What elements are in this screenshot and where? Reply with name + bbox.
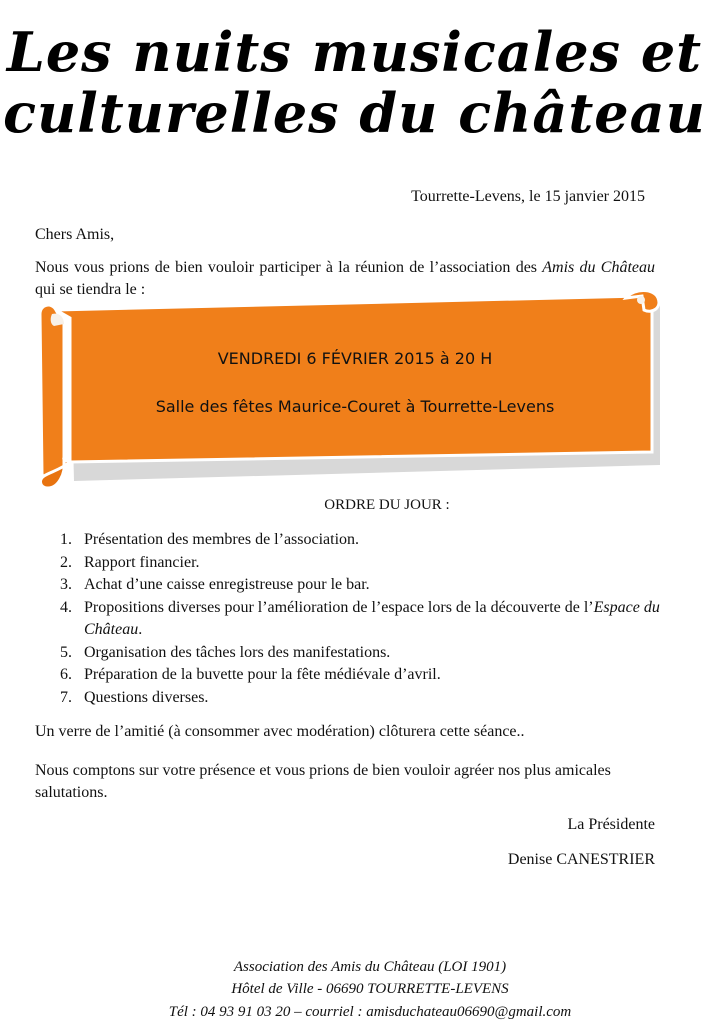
agenda-text: Propositions diverses pour l’amélioration de l’espace lors de la découverte de l’ — [84, 598, 594, 616]
agenda-text: Présentation des membres de l’association. — [84, 531, 360, 548]
footer-address: Hôtel de Ville - 06690 TOURRETTE-LEVENS — [231, 981, 509, 997]
scroll-banner — [30, 284, 668, 494]
agenda-number: 6. — [60, 666, 72, 683]
event-venue: Salle des fêtes Maurice-Couret à Tourrette-Levens — [155, 397, 555, 416]
agenda-item — [60, 529, 660, 552]
agenda-item — [60, 552, 660, 575]
agenda-title: ORDRE DU JOUR : — [324, 497, 450, 513]
agenda-text: Rapport financier. — [84, 553, 200, 571]
agenda-italic: Espace du Château — [84, 598, 660, 638]
agenda-item — [60, 687, 660, 710]
agenda-item — [60, 642, 660, 665]
agenda-number: 2. — [60, 553, 72, 571]
scroll-roll-left — [40, 305, 64, 482]
scroll-body — [56, 296, 652, 462]
agenda-number: 4. — [60, 598, 72, 616]
footer-association: Association des Amis du Château (LOI 1901) — [233, 959, 507, 975]
agenda-text: Achat d’une caisse enregistreuse pour le bar. — [84, 576, 370, 593]
agenda-item — [60, 597, 660, 642]
greeting: Chers Amis, — [35, 226, 115, 243]
footer-contact: Tél : 04 93 91 03 20 – courriel : amisduchateau06690@gmail.com — [168, 1004, 572, 1020]
agenda-number: 5. — [60, 643, 72, 661]
agenda-text: Questions diverses. — [84, 688, 209, 706]
agenda-text: Organisation des tâches lors des manifestations. — [84, 643, 391, 661]
intro-association-name: Amis du Château — [542, 259, 656, 276]
regards-paragraph: Nous comptons sur votre présence et vous prions de bien vouloir agréer nos plus amicales salutations. — [35, 762, 611, 801]
agenda-number: 7. — [60, 688, 72, 706]
agenda-text: Préparation de la buvette pour la fête médiévale d’avril. — [84, 666, 441, 683]
title-line-2: culturelles du château — [3, 81, 706, 145]
title-line-1: Les nuits musicales et — [6, 20, 703, 84]
agenda-text-end: . — [138, 621, 143, 638]
agenda-item — [60, 664, 660, 687]
intro-text-end: qui se tiendra le : — [35, 281, 146, 298]
place-date: Tourrette-Levens, le 15 janvier 2015 — [411, 188, 645, 205]
event-date: VENDREDI 6 FÉVRIER 2015 à 20 H — [217, 349, 493, 368]
closing-sentence: Un verre de l’amitié (à consommer avec modération) clôturera cette séance.. — [35, 723, 525, 740]
agenda-number: 3. — [60, 576, 72, 593]
agenda-number: 1. — [60, 531, 72, 548]
signature-name: Denise CANESTRIER — [507, 851, 655, 868]
agenda-list — [60, 529, 660, 709]
signature-role: La Présidente — [567, 816, 655, 833]
agenda-item — [60, 574, 660, 597]
intro-text: Nous vous prions de bien vouloir participer à la réunion de l’association des — [35, 259, 543, 276]
